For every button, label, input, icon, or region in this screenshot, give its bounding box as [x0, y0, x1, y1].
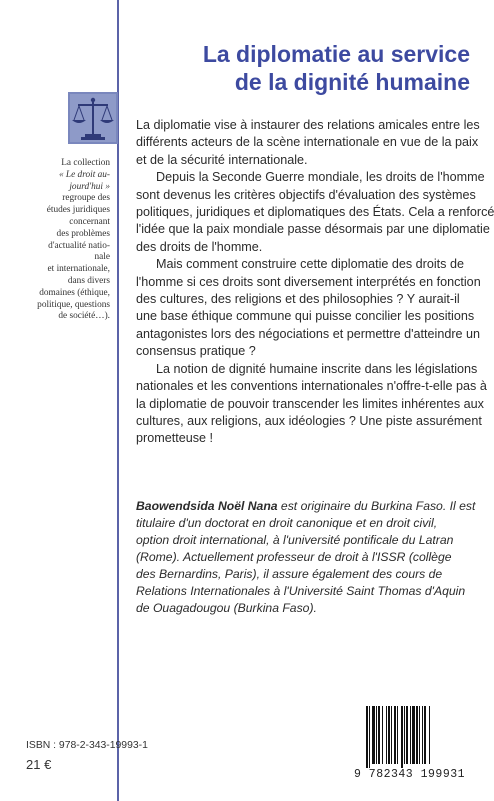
- barcode-bar: [391, 706, 392, 764]
- summary-line: l'homme si ces droits sont diversement interprétés en fonction: [136, 274, 481, 289]
- author-name: Baowendsida Noël Nana: [136, 499, 278, 513]
- summary-line: antagonistes lors des négociations et permettre d'atteindre un: [136, 326, 481, 341]
- barcode-bar: [397, 706, 398, 764]
- summary-line: nationales et les conventions internationales n'offre-t-elle pas à: [136, 379, 487, 394]
- summary-line: cultures, aux religions, aux idéologies ? Une piste assurément: [136, 413, 482, 428]
- summary-line: des droits de l'homme.: [136, 239, 263, 254]
- collection-line: nale: [94, 252, 110, 263]
- barcode-bar: [369, 706, 370, 768]
- summary-line: et de la sécurité internationale.: [136, 152, 308, 167]
- summary-line: des cultures, des religions et des philosophies ? Y aurait-il: [136, 292, 460, 307]
- barcode-bar: [401, 706, 403, 768]
- barcode-bar: [388, 706, 390, 764]
- barcode-bar: [376, 706, 377, 764]
- barcode-bar: [429, 706, 430, 764]
- barcode-bar: [422, 706, 423, 764]
- price-label: 21 €: [26, 757, 52, 772]
- summary-line: sont devenus les critères objectifs d'évaluation des systèmes: [136, 187, 476, 202]
- collection-line: La collection: [61, 158, 110, 168]
- collection-line: des problèmes: [56, 228, 110, 239]
- barcode-bar: [419, 706, 420, 764]
- author-bio-line: Relations Internationales à l'Université Saint Thomas d'Aquin: [136, 584, 466, 598]
- barcode-bar: [410, 706, 411, 764]
- barcode-bar: [404, 706, 405, 764]
- summary-line: La diplomatie vise à instaurer des relations amicales entre les: [136, 118, 480, 132]
- barcode-bar: [378, 706, 380, 764]
- barcode-bar: [416, 706, 418, 764]
- summary-line: Depuis la Seconde Guerre mondiale, les droits de l'homme: [156, 170, 485, 185]
- author-bio: [136, 498, 476, 617]
- collection-line: études juridiques: [46, 205, 110, 216]
- barcode-icon: [366, 706, 456, 768]
- barcode-bar: [372, 706, 375, 764]
- summary-line: La notion de dignité humaine inscrite dans les législations: [156, 361, 478, 376]
- author-bio-line: [136, 498, 476, 515]
- book-summary: [136, 117, 494, 448]
- summary-line: Mais comment construire cette diplomatie des droits de: [156, 257, 464, 272]
- barcode-bar: [394, 706, 396, 764]
- barcode-bar: [406, 706, 408, 764]
- book-title: [140, 40, 470, 96]
- summary-line: consensus pratique ?: [136, 344, 256, 359]
- collection-line: et internationale,: [47, 264, 110, 275]
- summary-line: une base éthique commune qui puisse concilier les positions: [136, 309, 475, 324]
- author-bio-line: titulaire d'un doctorat en droit canonique et en droit civil,: [136, 516, 438, 530]
- scales-of-justice-icon: [68, 92, 118, 144]
- author-bio-line: option droit international, à l'université pontificale du Latran: [136, 533, 454, 547]
- summary-line: différents acteurs de la scène internationale en vue de la paix: [136, 135, 479, 150]
- collection-line: dans divers: [67, 275, 110, 286]
- collection-line: jourd'hui »: [69, 181, 110, 192]
- title-line-2: de la dignité humaine: [234, 69, 470, 95]
- author-bio-line: (Rome). Actuellement professeur de droit à l'ISSR (collège: [136, 550, 452, 564]
- summary-line: la diplomatie de pouvoir transcender les limites inhérentes aux: [136, 396, 484, 411]
- collection-line: domaines (éthique,: [39, 287, 110, 298]
- barcode-bar: [382, 706, 383, 764]
- barcode-bar: [424, 706, 426, 764]
- isbn-label: ISBN : 978-2-343-19993-1: [26, 740, 148, 751]
- collection-line: regroupe des: [62, 193, 110, 204]
- author-bio-line: des Bernardins, Paris), il assure également des cours de: [136, 567, 443, 581]
- collection-line: « Le droit au-: [58, 169, 110, 180]
- barcode-bar: [412, 706, 415, 764]
- summary-line: politiques, juridiques et diplomatiques des États. Cela a renforcé: [136, 205, 494, 220]
- collection-description: [4, 158, 110, 323]
- author-bio-line1-rest: est originaire du Burkina Faso. Il est: [277, 499, 476, 513]
- summary-line: prometteuse !: [136, 431, 214, 446]
- collection-line: politique, questions: [37, 299, 110, 310]
- barcode-bar: [366, 706, 368, 768]
- title-line-1: La diplomatie au service: [202, 41, 470, 67]
- collection-line: concernant: [69, 216, 110, 227]
- barcode-bar: [386, 706, 387, 764]
- author-bio-line: de Ouagadougou (Burkina Faso).: [136, 601, 317, 615]
- barcode-number: 9 782343 199931: [354, 768, 466, 781]
- summary-line: l'idée que la paix mondiale passe désormais par une diplomatie: [136, 222, 490, 237]
- collection-line: de société…).: [58, 311, 110, 322]
- collection-line: d'actualité natio-: [48, 240, 110, 251]
